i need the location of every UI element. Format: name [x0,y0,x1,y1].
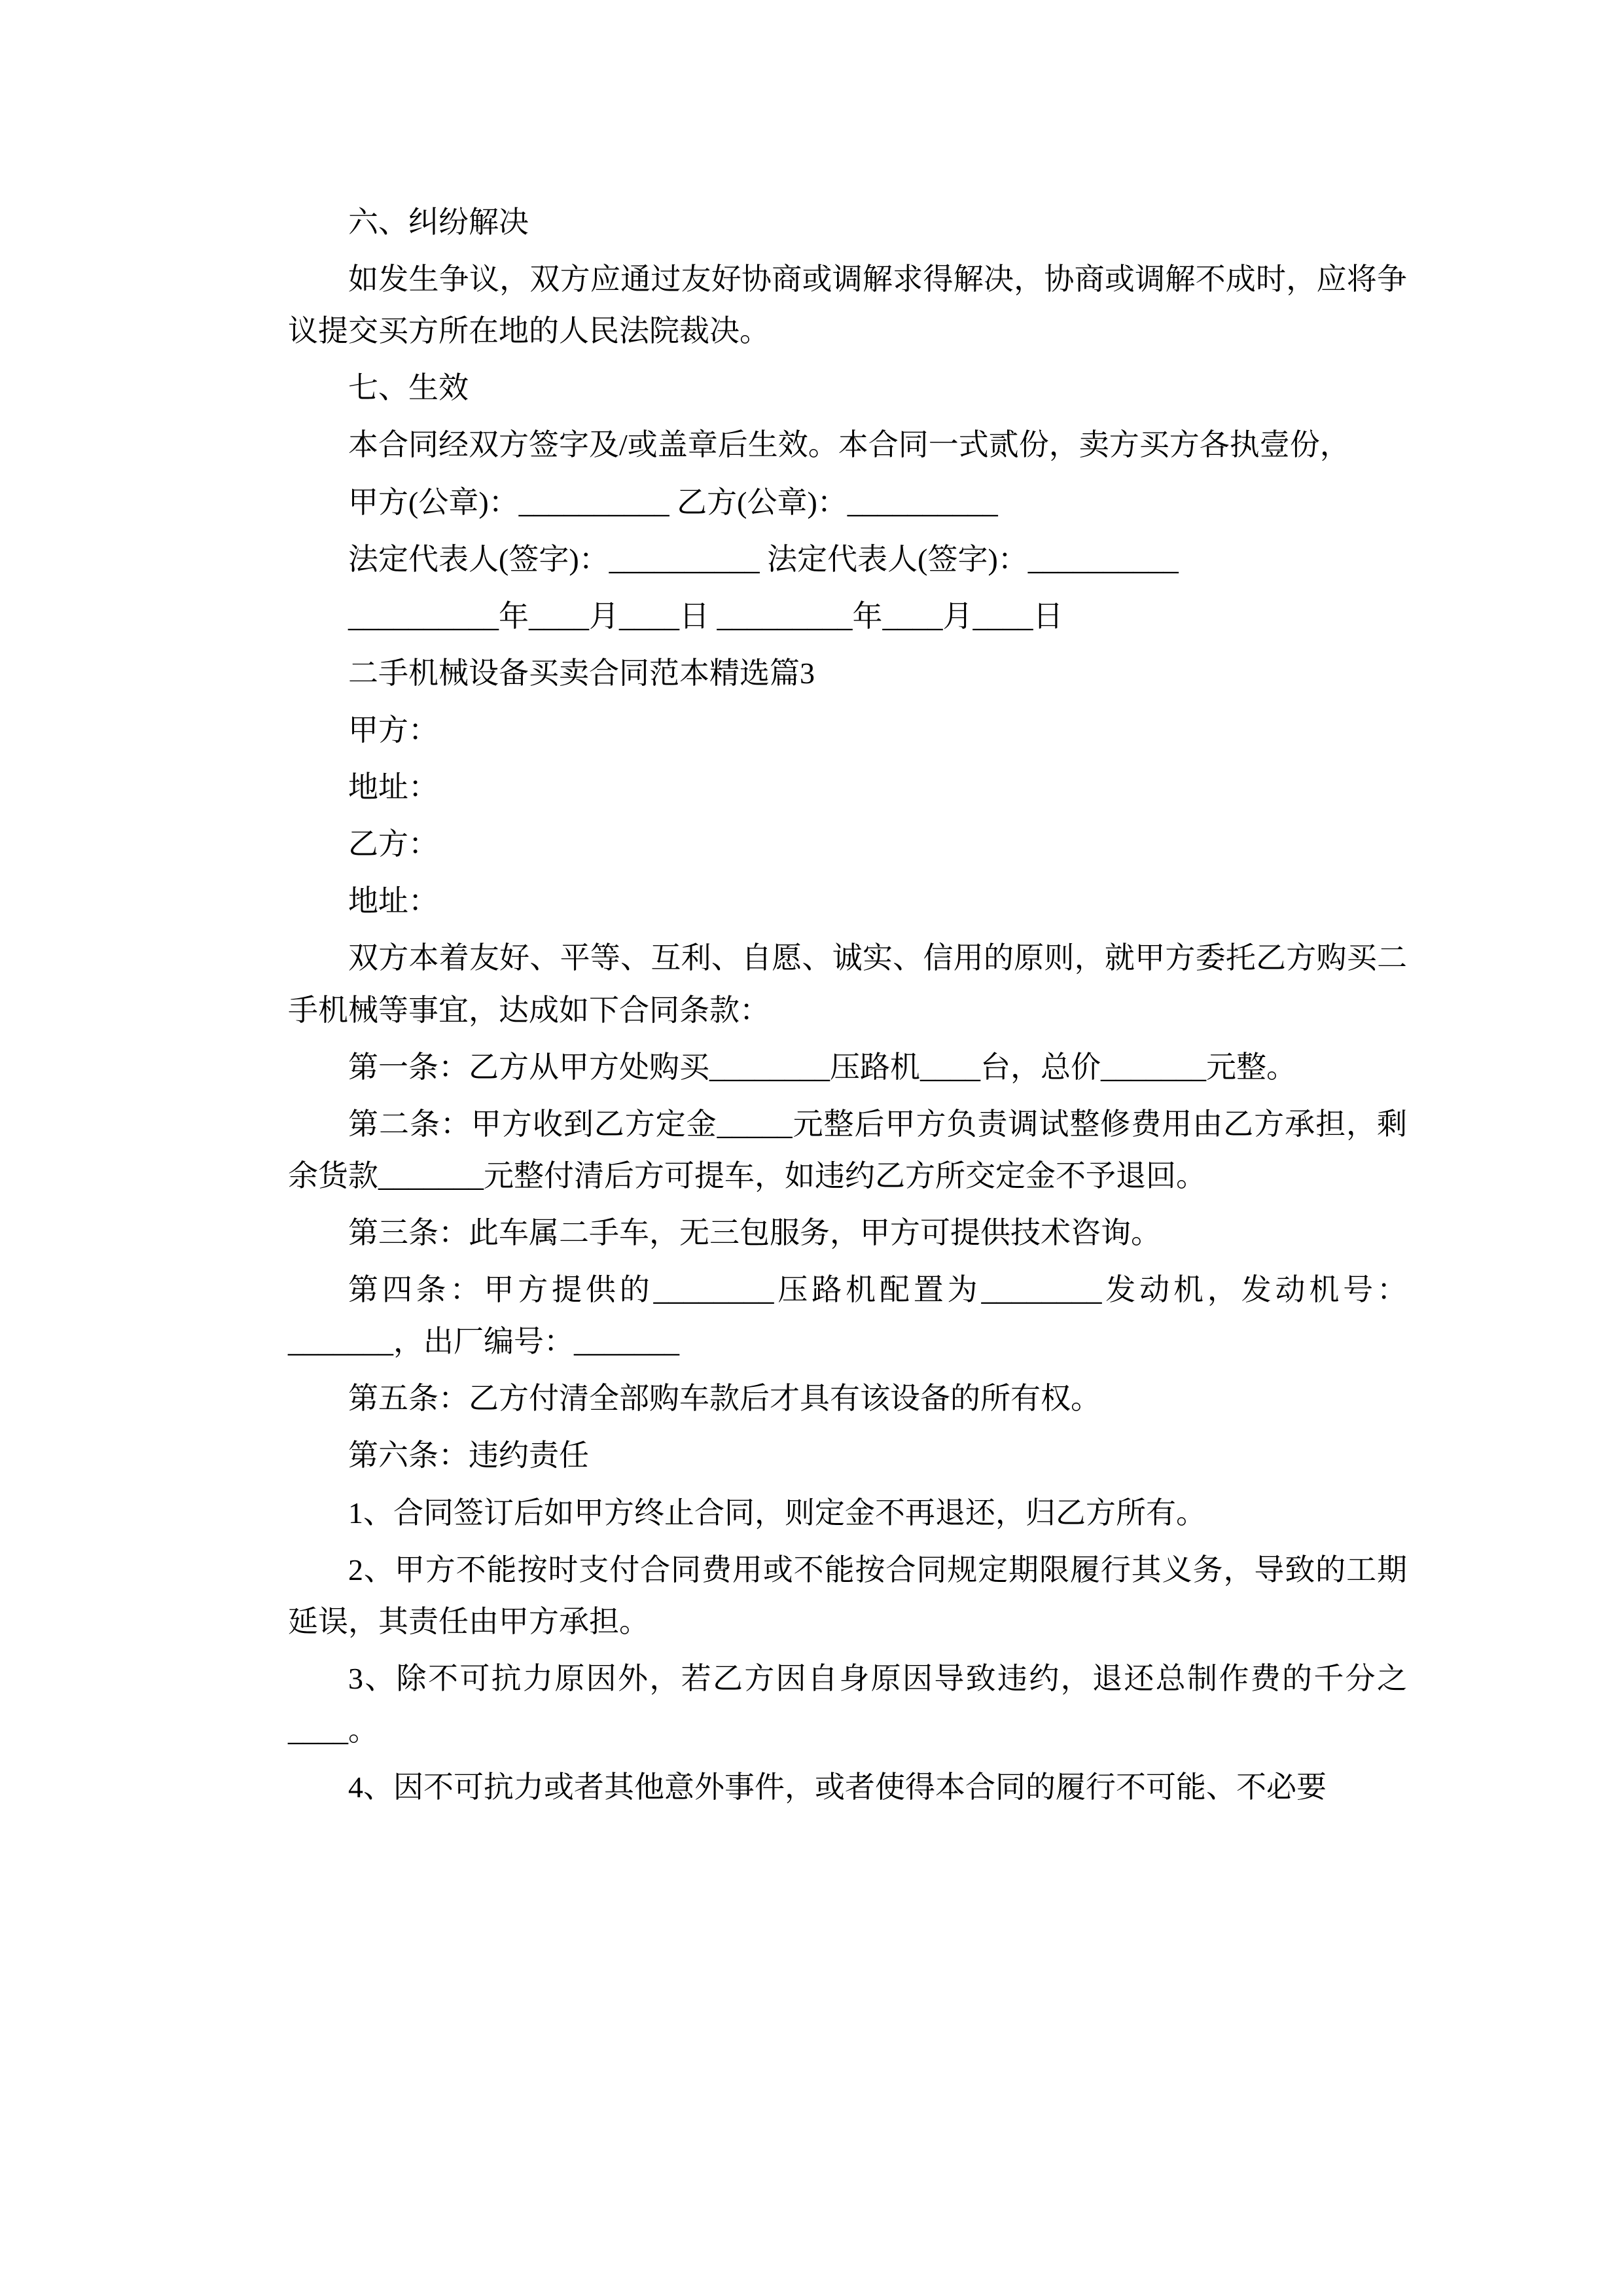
clause-1: 第一条：乙方从甲方处购买________压路机____台，总价_______元整。 [348,1050,1296,1084]
document-title-sample-3: 二手机械设备买卖合同范本精选篇3 [348,656,815,690]
clause-6-item-3: 3、除不可抗力原因外，若乙方因自身原因导致违约，退还总制作费的千分之____。 [288,1661,1407,1747]
field-party-a-address: 地址： [348,770,438,804]
clause-5: 第五条：乙方付清全部购车款后才具有该设备的所有权。 [348,1382,1101,1416]
section-heading-dispute: 六、纠纷解决 [348,206,529,239]
section-heading-effective: 七、生效 [348,371,469,405]
signature-line-representatives: 法定代表人(签字)：__________ 法定代表人(签字)：__________ [348,542,1179,576]
paragraph-dispute-body: 如发生争议，双方应通过友好协商或调解求得解决，协商或调解不成时，应将争议提交买方所在地的人民法院裁决。 [288,262,1407,348]
clause-6-item-1: 1、合同签订后如甲方终止合同，则定金不再退还，归乙方所有。 [348,1496,1206,1530]
signature-line-dates: __________年____月____日 _________年____月____日 [348,599,1063,633]
field-party-b-address: 地址： [348,884,438,918]
clause-3: 第三条：此车属二手车，无三包服务，甲方可提供技术咨询。 [348,1215,1161,1249]
clause-6-item-4: 4、因不可抗力或者其他意外事件，或者使得本合同的履行不可能、不必要 [348,1770,1327,1804]
field-party-b: 乙方： [348,827,438,861]
document-body [288,196,1407,1813]
clause-6-heading: 第六条：违约责任 [348,1439,589,1473]
signature-line-seals: 甲方(公章)：__________ 乙方(公章)：__________ [348,485,998,519]
clause-4: 第四条：甲方提供的________压路机配置为________发动机，发动机号：_______，出厂编号：_______ [288,1273,1407,1359]
clause-2: 第二条：甲方收到乙方定金_____元整后甲方负责调试整修费用由乙方承担，剩余货款_______元整付清后方可提车，如违约乙方所交定金不予退回。 [288,1107,1407,1193]
paragraph-effective-body: 本合同经双方签字及/或盖章后生效。本合同一式贰份，卖方买方各执壹份， [348,428,1350,462]
clause-6-item-2: 2、甲方不能按时支付合同费用或不能按合同规定期限履行其义务，导致的工期延误，其责任由甲方承担。 [288,1552,1407,1638]
field-party-a: 甲方： [348,713,438,747]
paragraph-preamble: 双方本着友好、平等、互利、自愿、诚实、信用的原则，就甲方委托乙方购买二手机械等事宜，达成如下合同条款： [288,941,1407,1027]
